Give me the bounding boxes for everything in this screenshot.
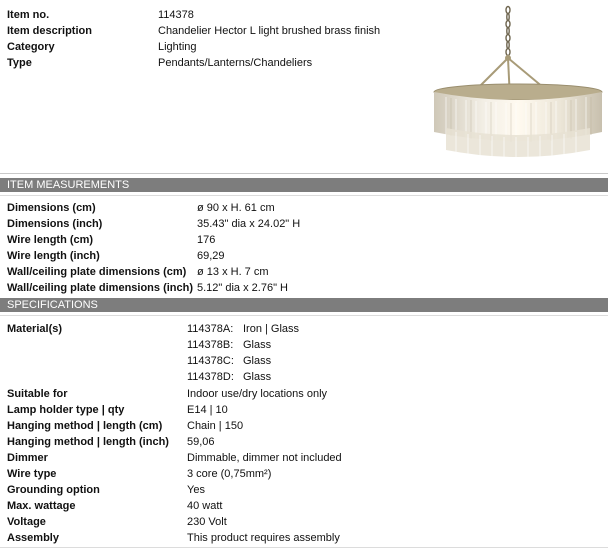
materials-label: Material(s) — [7, 323, 63, 335]
item-no-value: 114378 — [158, 9, 194, 21]
item-no-label: Item no. — [7, 9, 50, 21]
material-code: 114378D: — [187, 371, 234, 383]
section-header-specifications: SPECIFICATIONS — [0, 298, 608, 312]
category-value: Lighting — [158, 41, 197, 53]
spec-label: Wire type — [7, 468, 57, 480]
material-entry — [187, 338, 271, 353]
measurement-label: Dimensions (cm) — [7, 202, 96, 214]
measurement-label: Wall/ceiling plate dimensions (cm) — [7, 266, 187, 278]
divider — [0, 195, 608, 196]
spec-value: 230 Volt — [187, 516, 227, 528]
material-code: 114378A: — [187, 323, 234, 335]
measurement-label: Wire length (inch) — [7, 250, 100, 262]
material-entry — [187, 370, 271, 385]
spec-value: 3 core (0,75mm²) — [187, 468, 272, 480]
measurement-value: 176 — [197, 234, 216, 246]
material-entry — [187, 354, 271, 369]
material-value: Glass — [243, 339, 272, 351]
material-value: Glass — [243, 355, 272, 367]
spec-value: Yes — [187, 484, 205, 496]
spec-value: Indoor use/dry locations only — [187, 388, 328, 400]
divider — [0, 547, 608, 548]
material-entry — [187, 322, 299, 337]
spec-label: Suitable for — [7, 388, 68, 400]
measurement-value: 35.43" dia x 24.02" H — [197, 218, 301, 230]
divider — [0, 315, 608, 316]
measurement-label: Dimensions (inch) — [7, 218, 103, 230]
measurement-value: 5.12" dia x 2.76" H — [197, 282, 288, 294]
spec-label: Hanging method | length (inch) — [7, 436, 169, 448]
type-label: Type — [7, 57, 32, 69]
spec-value: 40 watt — [187, 500, 223, 512]
spec-label: Hanging method | length (cm) — [7, 420, 163, 432]
spec-value: Dimmable, dimmer not included — [187, 452, 342, 464]
item-description-value: Chandelier Hector L light brushed brass finish — [158, 25, 381, 37]
spec-label: Assembly — [7, 532, 59, 544]
type-value: Pendants/Lanterns/Chandeliers — [158, 57, 313, 69]
measurement-label: Wire length (cm) — [7, 234, 94, 246]
spec-value: This product requires assembly — [187, 532, 340, 544]
spec-value: 59,06 — [187, 436, 215, 448]
spec-value: E14 | 10 — [187, 404, 228, 416]
divider — [0, 173, 608, 174]
measurement-value: ø 90 x H. 61 cm — [197, 202, 275, 214]
spec-label: Voltage — [7, 516, 46, 528]
material-value: Glass — [243, 371, 272, 383]
section-header-measurements: ITEM MEASUREMENTS — [0, 178, 608, 192]
category-label: Category — [7, 41, 55, 53]
item-description-label: Item description — [7, 25, 92, 37]
spec-label: Max. wattage — [7, 500, 76, 512]
spec-label: Dimmer — [7, 452, 48, 464]
chandelier-icon — [432, 4, 604, 162]
material-code: 114378B: — [187, 339, 234, 351]
measurement-label: Wall/ceiling plate dimensions (inch) — [7, 282, 194, 294]
spec-label: Lamp holder type | qty — [7, 404, 125, 416]
material-code: 114378C: — [187, 355, 234, 367]
measurement-value: 69,29 — [197, 250, 225, 262]
measurement-value: ø 13 x H. 7 cm — [197, 266, 269, 278]
spec-value: Chain | 150 — [187, 420, 244, 432]
material-value: Iron | Glass — [243, 323, 300, 335]
spec-label: Grounding option — [7, 484, 100, 496]
